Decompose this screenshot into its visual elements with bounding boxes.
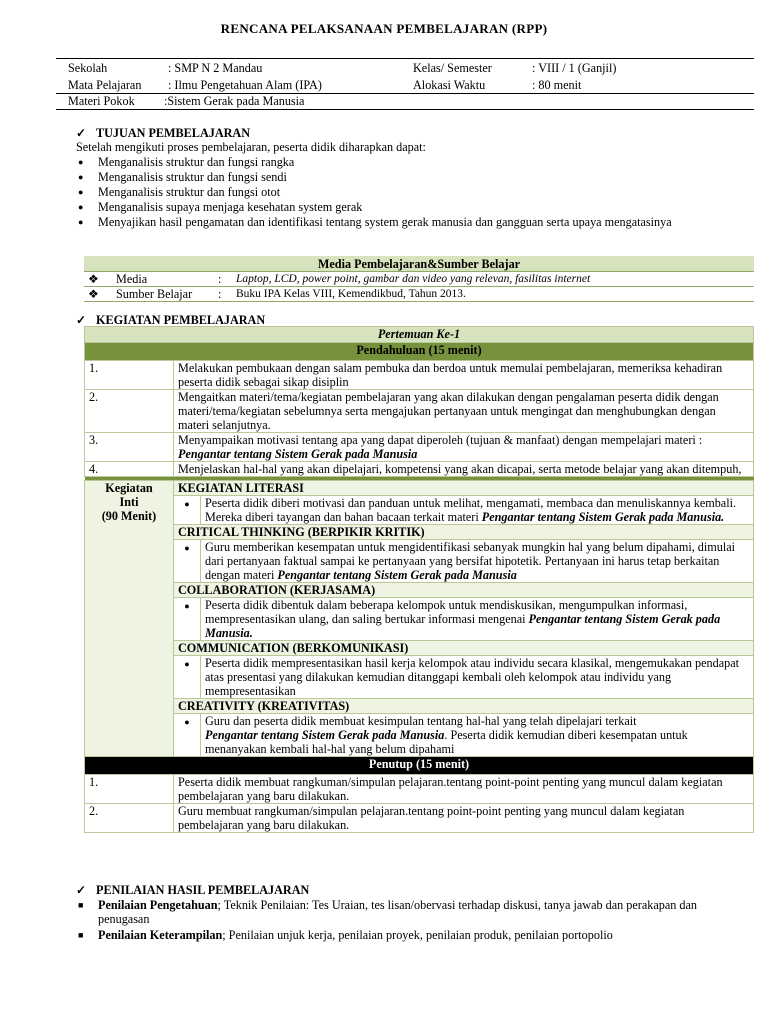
media-label: Media	[112, 272, 214, 287]
bullet-icon: ●	[174, 656, 201, 699]
kelas-label: Kelas/ Semester	[413, 61, 492, 75]
list-item: ■ Penilaian Pengetahuan; Teknik Penilaian: Tes Uraian, tes lisan/obervasi terhadap diskusi, tanya jawab dan perakapan dan penugasan	[76, 898, 736, 926]
list-item: ● Menganalisis struktur dan fungsi otot	[76, 185, 716, 200]
media-table	[84, 256, 754, 302]
kegiatan-heading: ✓ KEGIATAN PEMBELAJARAN	[76, 313, 266, 327]
checkmark-icon: ✓	[76, 126, 87, 140]
bullet-icon: ●	[174, 540, 201, 583]
alokasi-value: : 80 menit	[532, 78, 582, 92]
table-row: 1. Peserta didik membuat rangkuman/simpulan pelajaran.tentang point-point penting yang muncul dalam kegiatan pembelajaran yang baru dilakukan.	[85, 775, 754, 804]
media-row: ❖ Media : Laptop, LCD, power point, gambar dan video yang relevan, fasilitas internet	[84, 272, 754, 287]
diamond-bullet-icon: ❖	[84, 272, 112, 287]
sekolah-label: Sekolah	[68, 61, 108, 75]
table-row: 2. Guru membuat rangkuman/simpulan pelajaran.tentang point-point penting yang muncul dalam kegiatan pembelajaran yang baru dilakukan.	[85, 804, 754, 833]
sekolah-value: : SMP N 2 Mandau	[168, 61, 263, 75]
table-row: ● Peserta didik mempresentasikan hasil kerja kelompok atau individu secara klasikal, mengemukakan pendapat atas presentasi yang dilakukan kemudian ditanggapi kembali oleh kelompok atau individu yang mempresentasikan	[85, 656, 754, 699]
info-table	[56, 58, 754, 110]
bullet-icon: ●	[174, 714, 201, 757]
penilaian-list	[76, 898, 736, 944]
table-row: ● Guru memberikan kesempatan untuk mengidentifikasi sebanyak mungkin hal yang belum dipahami, dimulai dari pertanyaan faktual sampai ke pertanyaan yang bersifat hipotetik. Pertanyaan ini harus tetap berkaitan dengan materi Pengantar tentang Sistem Gerak pada Manusia	[85, 540, 754, 583]
info-row-sekolah	[56, 59, 754, 76]
list-item: ● Menyajikan hasil pengamatan dan identifikasi tentang system gerak manusia dan gangguan serta upaya mengatasinya	[76, 215, 716, 230]
tujuan-intro: Setelah mengikuti proses pembelajaran, peserta didik diharapkan dapat:	[76, 140, 426, 154]
tujuan-list	[76, 155, 716, 230]
bullet-icon: ●	[174, 496, 201, 525]
pertemuan-title: Pertemuan Ke-1	[85, 327, 754, 343]
pendahuluan-header: Pendahuluan (15 menit)	[85, 343, 754, 361]
sumber-row: ❖ Sumber Belajar : Buku IPA Kelas VIII, Kemendikbud, Tahun 2013.	[84, 287, 754, 302]
comm-title: COMMUNICATION (BERKOMUNIKASI)	[174, 641, 754, 656]
literasi-title: KEGIATAN LITERASI	[174, 481, 754, 496]
bullet-icon: ●	[174, 598, 201, 641]
creat-title: CREATIVITY (KREATIVITAS)	[174, 699, 754, 714]
table-row	[85, 481, 754, 496]
sumber-value: Buku IPA Kelas VIII, Kemendikbud, Tahun 2013.	[232, 287, 754, 302]
document-title: RENCANA PELAKSANAAN PEMBELAJARAN (RPP)	[220, 21, 548, 36]
list-item: ■ Penilaian Keterampilan; Penilaian unjuk kerja, penilaian proyek, penilaian produk, penilaian portopolio	[76, 928, 736, 942]
collab-title: COLLABORATION (KERJASAMA)	[174, 583, 754, 598]
checkmark-icon: ✓	[76, 883, 87, 897]
materi-value: :Sistem Gerak pada Manusia	[164, 94, 305, 108]
table-row: ● Peserta didik diberi motivasi dan panduan untuk melihat, mengamati, membaca dan menuliskannya kembali. Mereka diberi tayangan dan bahan bacaan terkait materi Pengantar tentang Sistem Gerak pada Manusia.	[85, 496, 754, 525]
media-heading: Media Pembelajaran&Sumber Belajar	[84, 256, 754, 272]
kegiatan-inti-label: Kegiatan Inti (90 Menit)	[85, 481, 174, 757]
table-row: 3. Menyampaikan motivasi tentang apa yang dapat diperoleh (tujuan & manfaat) dengan mempelajari materi : Pengantar tentang Sistem Gerak pada Manusia	[85, 433, 754, 462]
info-row-mapel	[56, 76, 754, 93]
table-row: 2. Mengaitkan materi/tema/kegiatan pembelajaran yang akan dilakukan dengan pengalaman peserta didik dengan materi/tema/kegiatan sebelumnya serta mengajukan pertanyaan untuk mengingat dan menghubungkan dengan materi selanjutnya.	[85, 390, 754, 433]
info-row-materi	[56, 93, 754, 109]
table-row: ● Guru dan peserta didik membuat kesimpulan tentang hal-hal yang telah dipelajari terkait Pengantar tentang Sistem Gerak pada Manusia. Peserta didik kemudian diberi kesempatan untuk menanyakan kembali hal-hal yang belum dipahami	[85, 714, 754, 757]
table-row: 4. Menjelaskan hal-hal yang akan dipelajari, kompetensi yang akan dicapai, serta metode belajar yang akan ditempuh,	[85, 462, 754, 477]
list-item: ● Menganalisis supaya menjaga kesehatan system gerak	[76, 200, 716, 215]
penutup-header: Penutup (15 menit)	[85, 757, 754, 775]
checkmark-icon: ✓	[76, 313, 87, 327]
tujuan-heading: ✓ TUJUAN PEMBELAJARAN	[76, 126, 251, 140]
materi-label: Materi Pokok	[68, 94, 135, 108]
media-value: Laptop, LCD, power point, gambar dan video yang relevan, fasilitas internet	[232, 272, 754, 287]
penilaian-heading: ✓ PENILAIAN HASIL PEMBELAJARAN	[76, 883, 310, 897]
mapel-label: Mata Pelajaran	[68, 78, 142, 92]
table-row: 1. Melakukan pembukaan dengan salam pembuka dan berdoa untuk memulai pembelajaran, memeriksa kehadiran peserta didik sebagai sikap disiplin	[85, 361, 754, 390]
kegiatan-table	[84, 326, 754, 833]
alokasi-label: Alokasi Waktu	[413, 78, 486, 92]
diamond-bullet-icon: ❖	[84, 287, 112, 302]
critical-title: CRITICAL THINKING (BERPIKIR KRITIK)	[174, 525, 754, 540]
kelas-value: : VIII / 1 (Ganjil)	[532, 61, 617, 75]
list-item: ● Menganalisis struktur dan fungsi rangka	[76, 155, 716, 170]
sumber-label: Sumber Belajar	[112, 287, 214, 302]
mapel-value: : Ilmu Pengetahuan Alam (IPA)	[168, 78, 322, 92]
table-row: ● Peserta didik dibentuk dalam beberapa kelompok untuk mendiskusikan, mengumpulkan informasi, mempresentasikan ulang, dan saling bertukar informasi mengenai Pengantar tentang Sistem Gerak pada Manusia.	[85, 598, 754, 641]
list-item: ● Menganalisis struktur dan fungsi sendi	[76, 170, 716, 185]
